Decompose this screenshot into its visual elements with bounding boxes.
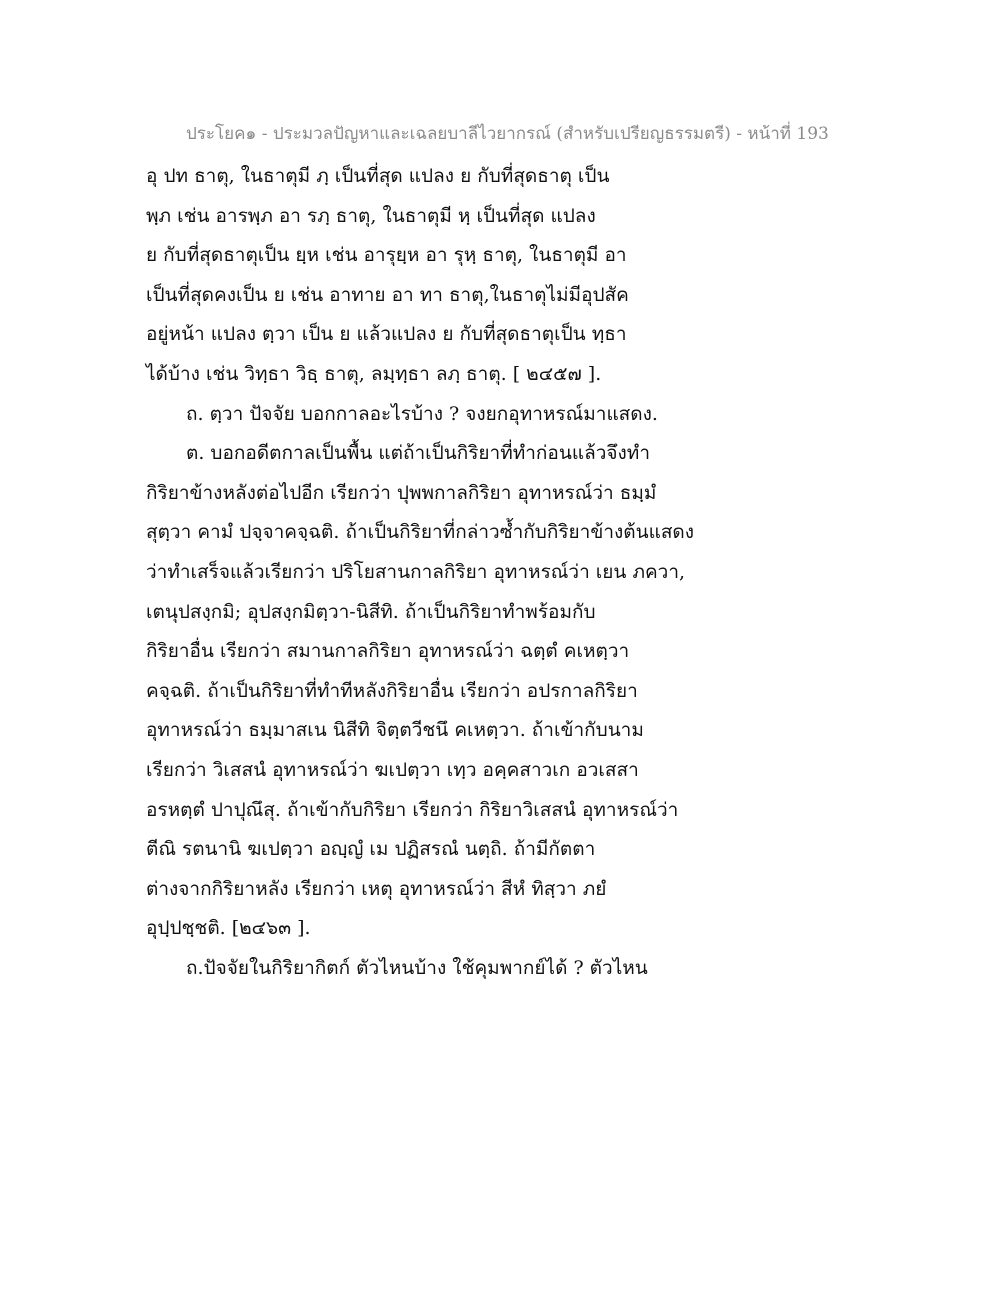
text-line: กิริยาข้างหลังต่อไปอีก เรียกว่า ปุพพกาลกิริยา อุทาหรณ์ว่า ธมฺมํ <box>146 481 657 504</box>
text-line: ต่างจากกิริยาหลัง เรียกว่า เหตุ อุทาหรณ์ว่า สีหํ ทิสฺวา ภยํ <box>146 877 607 900</box>
text-line: ตีณิ รตนานิ ฆเปตฺวา อญฺญํ เม ปฏิสรณํ นตฺถิ. ถ้ามีกัตตา <box>146 838 596 861</box>
question-line: ถ. ตฺวา ปัจจัย บอกกาลอะไรบ้าง ? จงยกอุทาหรณ์มาแสดง. <box>186 402 658 425</box>
question-line: ถ.ปัจจัยในกิริยากิตก์ ตัวไหนบ้าง ใช้คุมพากย์ได้ ? ตัวไหน <box>186 956 648 979</box>
text-line: พฺภ เช่น อารพฺภ อา รภฺ ธาตุ, ในธาตุมี หฺ เป็นที่สุด แปลง <box>146 204 596 227</box>
answer-line: ต. บอกอดีตกาลเป็นพื้น แต่ถ้าเป็นกิริยาที่ทำก่อนแล้วจึงทำ <box>186 442 650 465</box>
text-line: กิริยาอื่น เรียกว่า สมานกาลกิริยา อุทาหรณ์ว่า ฉตฺตํ คเหตฺวา <box>146 640 630 663</box>
text-line: เรียกว่า วิเสสนํ อุทาหรณ์ว่า ฆเปตฺวา เทฺว อคฺคสาวเก อวเสสา <box>146 758 639 781</box>
text-line: เตนุปสงฺกมิ; อุปสงฺกมิตฺวา-นิสีทิ. ถ้าเป็นกิริยาทำพร้อมกับ <box>146 600 596 623</box>
text-line: ว่าทำเสร็จแล้วเรียกว่า ปริโยสานกาลกิริยา อุทาหรณ์ว่า เยน ภควา, <box>146 560 686 583</box>
text-line: อยู่หน้า แปลง ตฺวา เป็น ย แล้วแปลง ย กับที่สุดธาตุเป็น ทฺธา <box>146 323 627 346</box>
text-line: อุทาหรณ์ว่า ธมฺมาสเน นิสีทิ จิตฺตวีชนึ คเหตฺวา. ถ้าเข้ากับนาม <box>146 719 644 742</box>
text-line: เป็นที่สุดคงเป็น ย เช่น อาทาย อา ทา ธาตุ,ในธาตุไม่มีอุปสัค <box>146 283 629 306</box>
text-line: คจฺฉติ. ถ้าเป็นกิริยาที่ทำทีหลังกิริยาอื่น เรียกว่า อปรกาลกิริยา <box>146 679 638 702</box>
text-line: อรหตฺตํ ปาปุณึสุ. ถ้าเข้ากับกิริยา เรียกว่า กิริยาวิเสสนํ อุทาหรณ์ว่า <box>146 798 679 821</box>
text-line: อุปฺปชฺชติ. [๒๔๖๓ ]. <box>146 917 311 940</box>
text-line: ได้บ้าง เช่น วิทฺธา วิธฺ ธาตุ, ลมฺทฺธา ลภฺ ธาตุ. [ ๒๔๕๗ ]. <box>146 362 602 385</box>
text-line: สุตฺวา คามํ ปจฺจาคจฺฉติ. ถ้าเป็นกิริยาที่กล่าวซ้ำกับกิริยาข้างต้นแสดง <box>146 521 695 544</box>
page-header: ประโยค๑ - ประมวลปัญหาและเฉลยบาลีไวยากรณ์ (สำหรับเปรียญธรรมตรี) - หน้าที่ 193 <box>186 124 829 144</box>
text-line: ย กับที่สุดธาตุเป็น ยฺห เช่น อารุยฺห อา รุหฺ ธาตุ, ในธาตุมี อา <box>146 244 627 267</box>
body-text <box>146 157 866 988</box>
text-line: อุ ปท ธาตุ, ในธาตุมี ภฺ เป็นที่สุด แปลง ย กับที่สุดธาตุ เป็น <box>146 165 610 187</box>
